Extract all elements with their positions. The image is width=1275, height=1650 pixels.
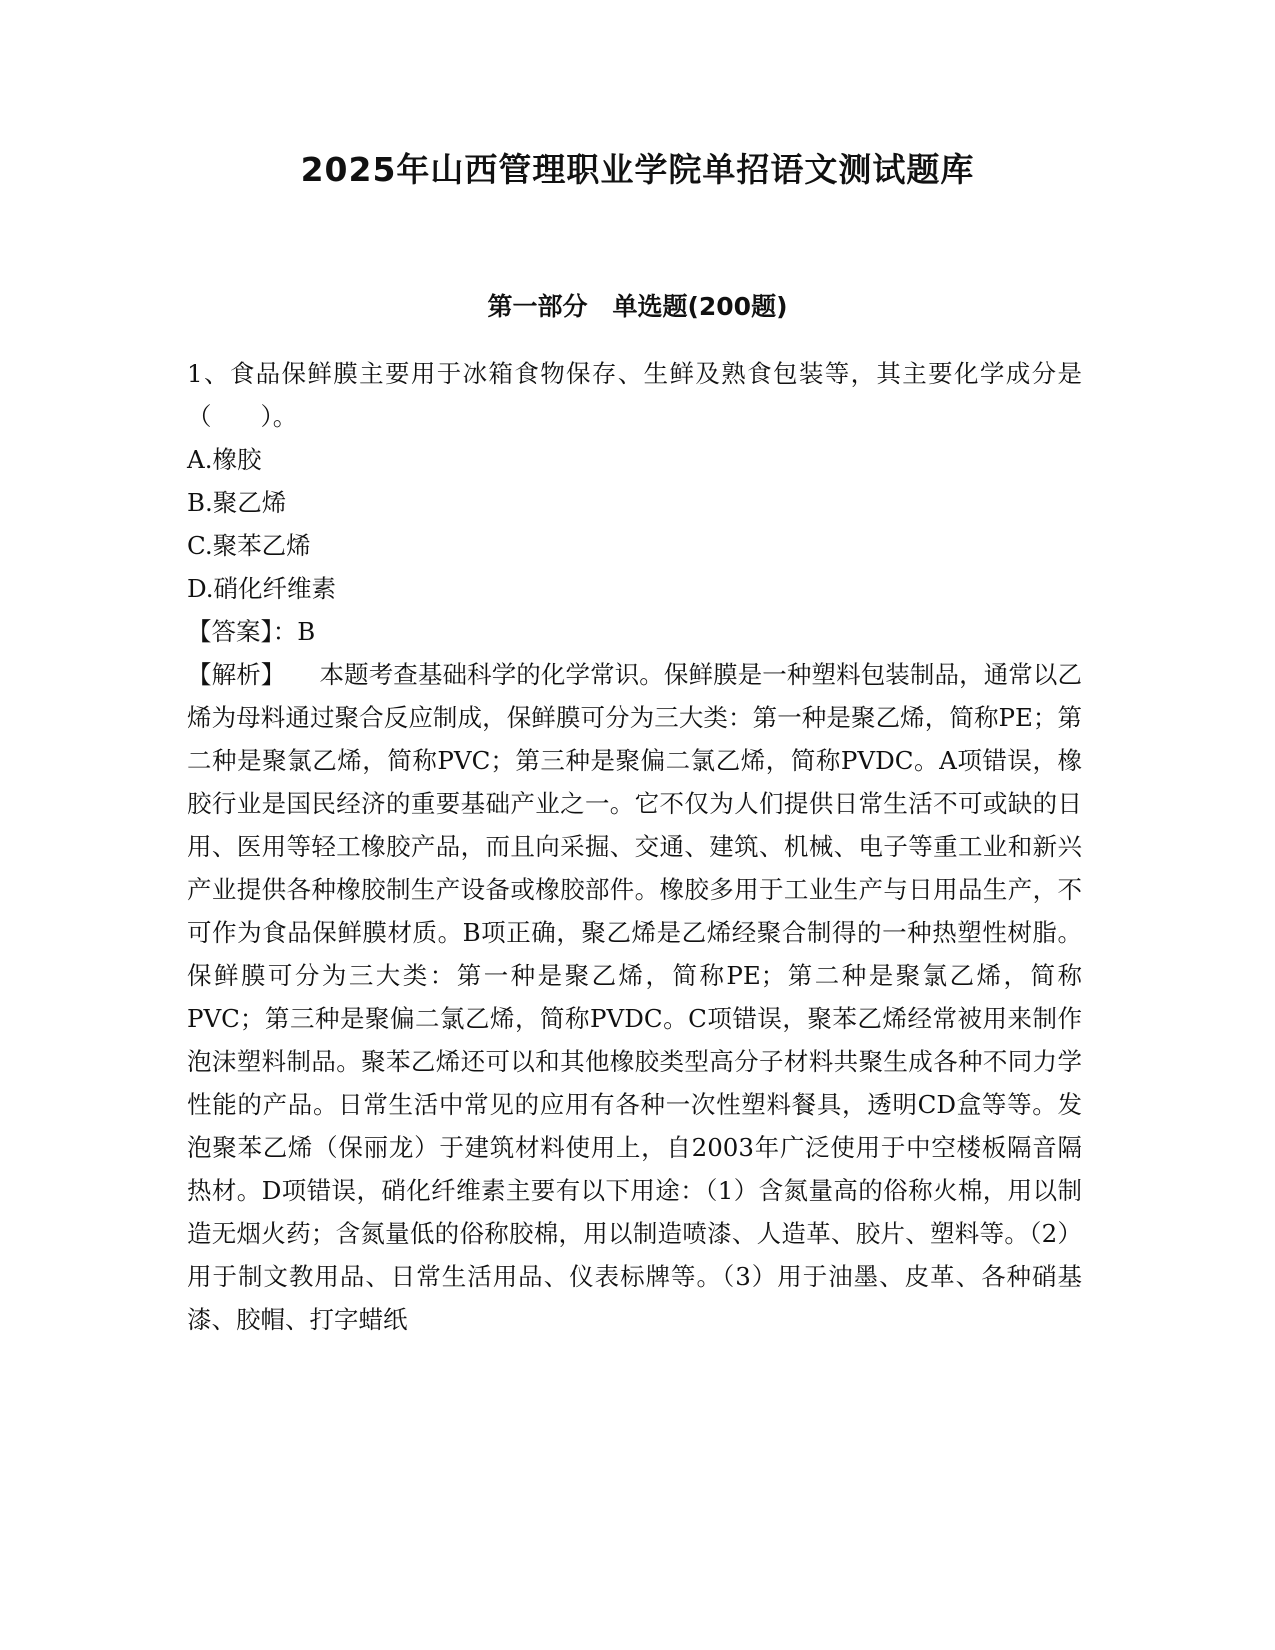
- analysis-label: 【解析】: [187, 660, 286, 689]
- option-d: D.硝化纤维素: [187, 574, 337, 603]
- section-heading: 第一部分 单选题(200题): [487, 292, 788, 321]
- question-block: [187, 352, 1082, 1341]
- question-stem: 1、食品保鲜膜主要用于冰箱食物保存、生鲜及熟食包装等，其主要化学成分是（ ）。: [187, 359, 1082, 431]
- analysis-paragraph: [187, 653, 1082, 1341]
- analysis-text: 本题考查基础科学的化学常识。保鲜膜是一种塑料包装制品，通常以乙烯为母料通过聚合反应制成，保鲜膜可分为三大类：第一种是聚乙烯，简称PE；第二种是聚氯乙烯，简称PVC；第三种是聚偏二氯乙烯，简称PVDC。A项错误，橡胶行业是国民经济的重要基础产业之一。它不仅为人们提供日常生活不可或缺的日用、医用等轻工橡胶产品，而且向采掘、交通、建筑、机械、电子等重工业和新兴产业提供各种橡胶制生产设备或橡胶部件。橡胶多用于工业生产与日用品生产，不可作为食品保鲜膜材质。B项正确，聚乙烯是乙烯经聚合制得的一种热塑性树脂。保鲜膜可分为三大类：第一种是聚乙烯，简称PE；第二种是聚氯乙烯，简称PVC；第三种是聚偏二氯乙烯，简称PVDC。C项错误，聚苯乙烯经常被用来制作泡沫塑料制品。聚苯乙烯还可以和其他橡胶类型高分子材料共聚生成各种不同力学性能的产品。日常生活中常见的应用有各种一次性塑料餐具，透明CD盒等等。发泡聚苯乙烯（保丽龙）于建筑材料使用上，自2003年广泛使用于中空楼板隔音隔热材。D项错误，硝化纤维素主要有以下用途：（1）含氮量高的俗称火棉，用以制造无烟火药；含氮量低的俗称胶棉，用以制造喷漆、人造革、胶片、塑料等。（2）用于制文教用品、日常生活用品、仪表标牌等。（3）用于油墨、皮革、各种硝基漆、胶帽、打字蜡纸: [187, 660, 1083, 1334]
- answer-label: 【答案】：: [187, 617, 298, 646]
- document-title: 2025年山西管理职业学院单招语文测试题库: [300, 150, 975, 189]
- option-b: B.聚乙烯: [187, 488, 287, 517]
- option-c: C.聚苯乙烯: [187, 531, 311, 560]
- answer-value: B: [297, 617, 316, 646]
- answer-line: [187, 610, 1082, 653]
- option-a: A.橡胶: [187, 445, 262, 474]
